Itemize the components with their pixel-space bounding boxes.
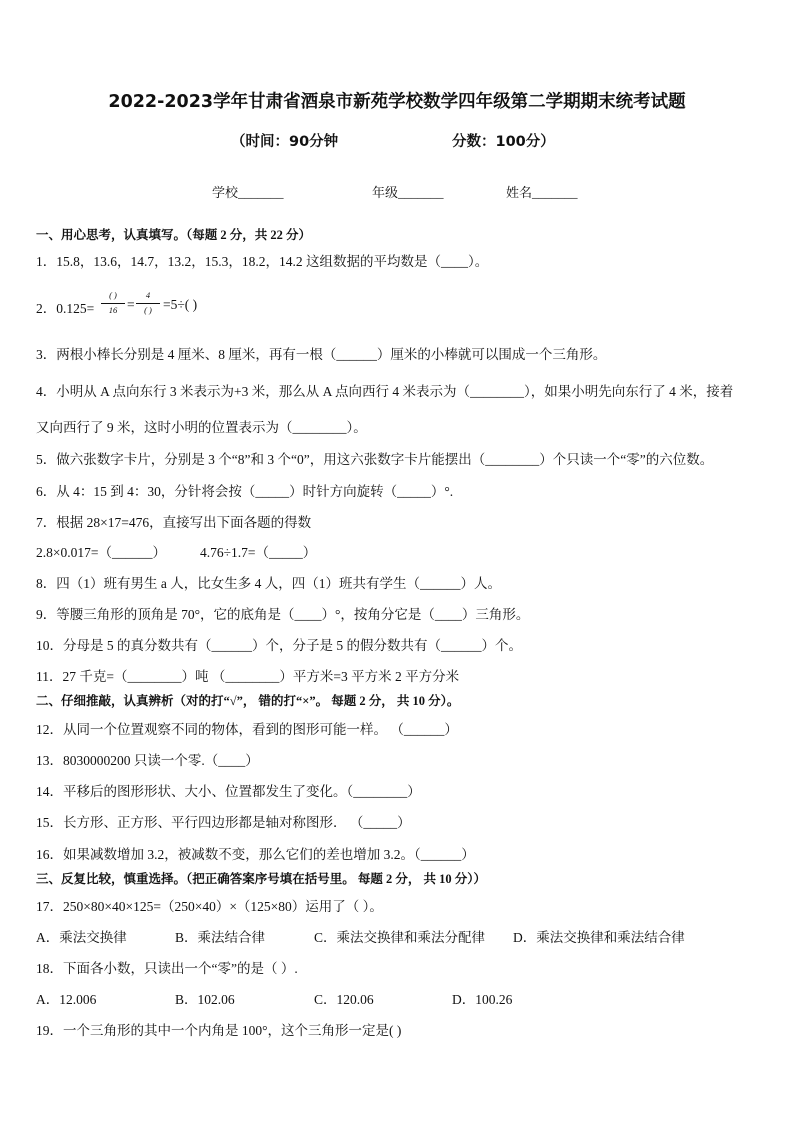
question-11: 11．27 千克=（________）吨 （________）平方米=3 平方米 2 平方分米 (36, 669, 460, 684)
section-3-heading: 三、反复比较，慎重选择。（把正确答案序号填在括号里。 每题 2 分， 共 10 分）） (36, 872, 487, 886)
question-9: 9．等腰三角形的顶角是 70°，它的底角是（____）°，按角分它是（____）三角形。 (36, 607, 530, 622)
exam-score: 分数：100分） (452, 134, 555, 150)
question-4-line2: 又向西行了 9 米，这时小明的位置表示为（________）。 (36, 420, 367, 435)
question-7-part-a: 2.8×0.017=（______） (36, 545, 166, 560)
q2-fraction1-denominator: 16 (108, 305, 118, 315)
q18-option-a: A．12.006 (36, 992, 97, 1007)
exam-time: （时间：90分钟 (231, 134, 339, 150)
q2-suffix: =5÷( ) (163, 297, 198, 312)
question-17: 17．250×80×40×125=（250×40）×（125×80）运用了（ ）。 (36, 899, 383, 914)
question-3: 3．两根小棒长分别是 4 厘米、8 厘米，再有一根（______）厘米的小棒就可以围成一个三角形。 (36, 347, 607, 362)
question-5: 5．做六张数字卡片，分别是 3 个“8”和 3 个“0”，用这六张数字卡片能摆出（________）个只读一个“零”的六位数。 (36, 452, 714, 467)
question-8: 8．四（1）班有男生 a 人，比女生多 4 人，四（1）班共有学生（______）人。 (36, 576, 501, 591)
question-19: 19．一个三角形的其中一个内角是 100°，这个三角形一定是( ) (36, 1023, 402, 1038)
section-1-heading: 一、用心思考，认真填写。（每题 2 分，共 22 分） (36, 228, 312, 242)
q17-option-a: A．乘法交换律 (36, 930, 127, 945)
question-1: 1．15.8，13.6，14.7，13.2，15.3，18.2，14.2 这组数据的平均数是（____）。 (36, 254, 489, 269)
section-2-heading: 二、仔细推敲，认真辨析（对的打“√”， 错的打“×”。 每题 2 分， 共 10 分）。 (36, 694, 460, 708)
question-13: 13．8030000200 只读一个零.（____） (36, 753, 259, 768)
q17-option-b: B．乘法结合律 (175, 930, 266, 945)
question-18: 18．下面各小数，只读出一个“零”的是（ ）. (36, 961, 298, 976)
question-10: 10．分母是 5 的真分数共有（______）个，分子是 5 的假分数共有（______）个。 (36, 638, 522, 653)
q2-fraction2-numerator: 4 (145, 290, 151, 300)
grade-field: 年级_______ (372, 185, 444, 200)
question-16: 16．如果减数增加 3.2，被减数不变，那么它们的差也增加 3.2。（______） (36, 847, 475, 862)
q18-option-c: C．120.06 (314, 992, 374, 1007)
question-4-line1: 4．小明从 A 点向东行 3 米表示为+3 米，那么从 A 点向西行 4 米表示为（________），如果小明先向东行了 4 米，接着 (36, 384, 734, 399)
q17-option-d: D．乘法交换律和乘法结合律 (513, 930, 685, 945)
q2-fraction1-numerator: ( ) (109, 290, 117, 300)
question-7-part-b: 4.76÷1.7=（_____） (200, 545, 317, 560)
q2-fraction1-bar (101, 303, 125, 304)
page-title: 2022-2023学年甘肃省酒泉市新苑学校数学四年级第二学期期末统考试题 (108, 92, 686, 112)
question-14: 14．平移后的图形形状、大小、位置都发生了变化。（________） (36, 784, 421, 799)
school-field: 学校_______ (212, 185, 284, 200)
q2-equals: = (127, 297, 135, 312)
q2-fraction2-denominator: ( ) (144, 305, 152, 315)
question-12: 12．从同一个位置观察不同的物体，看到的图形可能一样。 （______） (36, 722, 458, 737)
q18-option-b: B．102.06 (175, 992, 235, 1007)
q18-option-d: D．100.26 (452, 992, 513, 1007)
question-6: 6．从 4：15 到 4：30，分针将会按（_____）时针方向旋转（_____）°. (36, 484, 454, 499)
name-field: 姓名_______ (506, 185, 578, 200)
q2-fraction2-bar (136, 303, 160, 304)
question-7: 7．根据 28×17=476，直接写出下面各题的得数 (36, 515, 312, 530)
question-2-prefix: 2．0.125= (36, 301, 95, 316)
question-15: 15．长方形、正方形、平行四边形都是轴对称图形． （_____） (36, 815, 411, 830)
q17-option-c: C．乘法交换律和乘法分配律 (314, 930, 486, 945)
